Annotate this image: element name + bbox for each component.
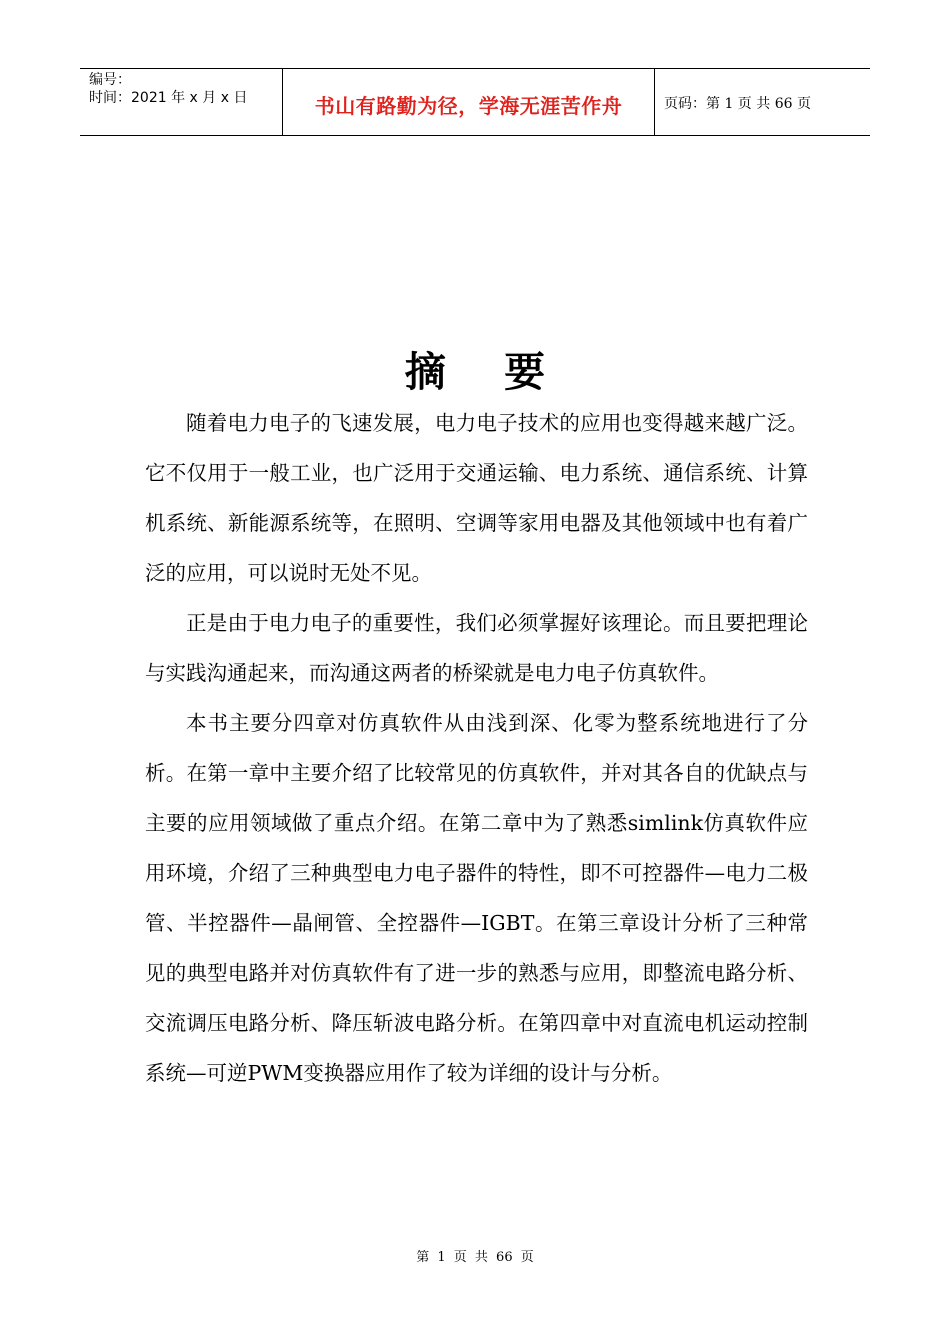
page-title: 摘 要 xyxy=(404,348,568,396)
header-page-code-cell xyxy=(655,70,870,136)
number-label: 编号： xyxy=(89,72,131,88)
page-code: 页码：第 1 页 共 66 页 xyxy=(664,96,811,112)
paragraph: 正是由于电力电子的重要性，我们必须掌握好该理论。而且要把理论与实践沟通起来，而沟通这两者的桥梁就是电力电子仿真软件。 xyxy=(145,611,808,685)
time-label: 时间：2021 年 x 月 x 日 xyxy=(89,90,248,106)
header-motto-cell xyxy=(282,69,655,135)
motto: 书山有路勤为径，学海无涯苦作舟 xyxy=(314,93,623,118)
abstract-body xyxy=(145,398,808,1098)
paragraph: 随着电力电子的飞速发展，电力电子技术的应用也变得越来越广泛。它不仅用于一般工业，也广泛用于交通运输、电力系统、通信系统、计算机系统、新能源系统等，在照明、空调等家用电器及其他领域中也有着广泛的应用，可以说时无处不见。 xyxy=(145,411,808,585)
paragraph: 本书主要分四章对仿真软件从由浅到深、化零为整系统地进行了分析。在第一章中主要介绍了比较常见的仿真软件，并对其各自的优缺点与主要的应用领域做了重点介绍。在第二章中为了熟悉simlink仿真软件应用环境，介绍了三种典型电力电子器件的特性，即不可控器件—电力二极管、半控器件—晶闸管、全控器件—IGBT。在第三章设计分析了三种常见的典型电路并对仿真软件有了进一步的熟悉与应用，即整流电路分析、交流调压电路分析、降压斩波电路分析。在第四章中对直流电机运动控制系统—可逆PWM变换器应用作了较为详细的设计与分析。 xyxy=(145,711,808,1085)
page-footer: 第 1 页 共 66 页 xyxy=(416,1250,534,1265)
header-meta xyxy=(80,69,282,135)
page-header xyxy=(80,68,870,136)
